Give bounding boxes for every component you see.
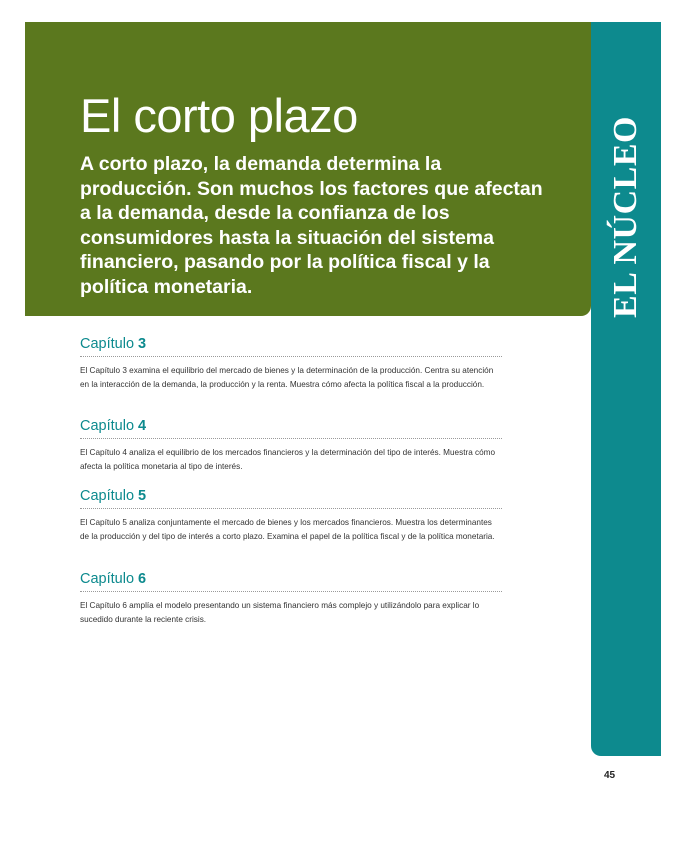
chapter-6-section	[80, 570, 502, 626]
chapter-description: El Capítulo 3 examina el equilibrio del mercado de bienes y la determinación de la producción. Centra su atención en la interacción de la demanda, la producción y la renta. Muestra cómo afecta la política fiscal a la producción.	[80, 366, 494, 389]
chapter-heading	[80, 335, 502, 357]
page-title: El corto plazo	[80, 89, 358, 142]
page-number: 45	[604, 770, 616, 781]
chapter-heading	[80, 417, 502, 439]
chapter-number: 3	[138, 336, 147, 352]
chapter-4-section	[80, 417, 502, 473]
chapter-5-section	[80, 487, 502, 543]
chapter-word: Capítulo	[80, 488, 135, 504]
chapter-word: Capítulo	[80, 418, 135, 434]
chapter-description: El Capítulo 5 analiza conjuntamente el mercado de bienes y los mercados financieros. Muestra los determinantes de la producción y del tipo de interés a corto plazo. Examina el papel de la política fiscal y de la política monetaria.	[80, 518, 495, 541]
chapter-number: 6	[138, 571, 147, 587]
chapter-number: 4	[138, 418, 147, 434]
chapter-3-section	[80, 335, 502, 391]
chapter-description: El Capítulo 6 amplía el modelo presentando un sistema financiero más complejo y utilizándolo para explicar lo sucedido durante la reciente crisis.	[80, 601, 480, 624]
chapter-heading	[80, 570, 502, 592]
chapter-word: Capítulo	[80, 336, 135, 352]
section-side-tab	[591, 22, 661, 756]
chapter-description: El Capítulo 4 analiza el equilibrio de los mercados financieros y la determinación del tipo de interés. Muestra cómo afecta la política monetaria al tipo de interés.	[80, 448, 496, 471]
chapter-heading	[80, 487, 502, 509]
section-label: EL NÚCLEO	[607, 116, 644, 318]
chapter-number: 5	[138, 488, 147, 504]
page-subtitle: A corto plazo, la demanda determina la producción. Son muchos los factores que afectan a la demanda, desde la confianza de los consumidores hasta la situación del sistema financiero, pasando por la política fiscal y la política monetaria.	[80, 153, 543, 298]
chapter-word: Capítulo	[80, 571, 135, 587]
